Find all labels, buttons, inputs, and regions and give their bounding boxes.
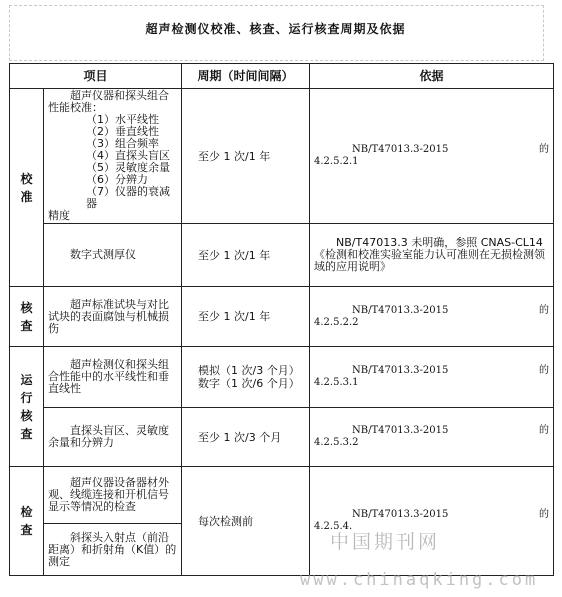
sub-item: （1）水平线性 (86, 113, 159, 126)
item-cell: 超声仪器设备器材外观、线缆连接和开机信号显示等情况的检查 (44, 467, 182, 524)
table-header-row (10, 64, 554, 89)
period-cell: 至少 1 次/1 年 (182, 89, 310, 224)
sub-item: （2）垂直线性 (86, 125, 159, 138)
item-intro: 超声仪器和探头组合性能校准： (48, 89, 169, 114)
watermark-cn: 中国期刊网 (330, 531, 441, 553)
item-cell (44, 89, 182, 224)
basis-cell: NB/T47013.3-2015 的 4.2.5.4. (310, 467, 554, 576)
sub-item: （5）灵敏度余量 (86, 161, 170, 174)
item-cell: 超声标准试块与对比试块的表面腐蚀与机械损伤 (44, 287, 182, 347)
period-cell: 每次检测前 (182, 467, 310, 576)
basis-cell: NB/T47013.3-2015 的 4.2.5.2.2 (310, 287, 554, 347)
basis-cell: NB/T47013.3 未明确，参照 CNAS-CL14《检测和校准实验室能力认可准则在无损检测领域的应用说明》 (310, 224, 554, 287)
sub-item: （4）直探头盲区 (86, 149, 170, 162)
item-cell: 斜探头入射点（前沿距离）和折射角（K值）的测定 (44, 524, 182, 576)
basis-cell: NB/T47013.3-2015 的 4.2.5.3.2 (310, 408, 554, 467)
item-cell: 直探头盲区、灵敏度余量和分辨力 (44, 408, 182, 467)
category-inspection: 检 查 (10, 467, 44, 576)
header-basis: 依据 (310, 64, 554, 89)
sub-item: （7）仪器的衰减器 (86, 185, 170, 210)
table-row (10, 287, 554, 347)
sub-item: （3）组合频率 (86, 137, 159, 150)
category-calibration: 校 准 (10, 89, 44, 287)
header-period: 周期（时间间隔） (182, 64, 310, 89)
item-tail: 精度 (48, 209, 70, 222)
table-row (10, 408, 554, 467)
period-cell: 模拟（1 次/3 个月） 数字（1 次/6 个月） (182, 347, 310, 408)
basis-cell: NB/T47013.3-2015 的 4.2.5.2.1 (310, 89, 554, 224)
period-cell: 至少 1 次/1 年 (182, 224, 310, 287)
sub-item: （6）分辨力 (86, 173, 148, 186)
item-cell: 超声检测仪和探头组合性能中的水平线性和垂直线性 (44, 347, 182, 408)
period-cell: 至少 1 次/1 年 (182, 287, 310, 347)
header-item: 项目 (10, 64, 182, 89)
basis-cell: NB/T47013.3-2015 的 4.2.5.3.1 (310, 347, 554, 408)
category-check: 核 查 (10, 287, 44, 347)
item-cell: 数字式测厚仪 (44, 224, 182, 287)
page-title: 超声检测仪校准、核查、运行核查周期及依据 (145, 22, 406, 36)
table-row (10, 224, 554, 287)
period-table (9, 63, 554, 576)
period-cell: 至少 1 次/3 个月 (182, 408, 310, 467)
category-operation-check: 运 行 核 查 (10, 347, 44, 467)
table-row (10, 467, 554, 524)
table-row (10, 89, 554, 224)
table-row (10, 347, 554, 408)
watermark-url: www.chinaqking.com (300, 570, 539, 590)
